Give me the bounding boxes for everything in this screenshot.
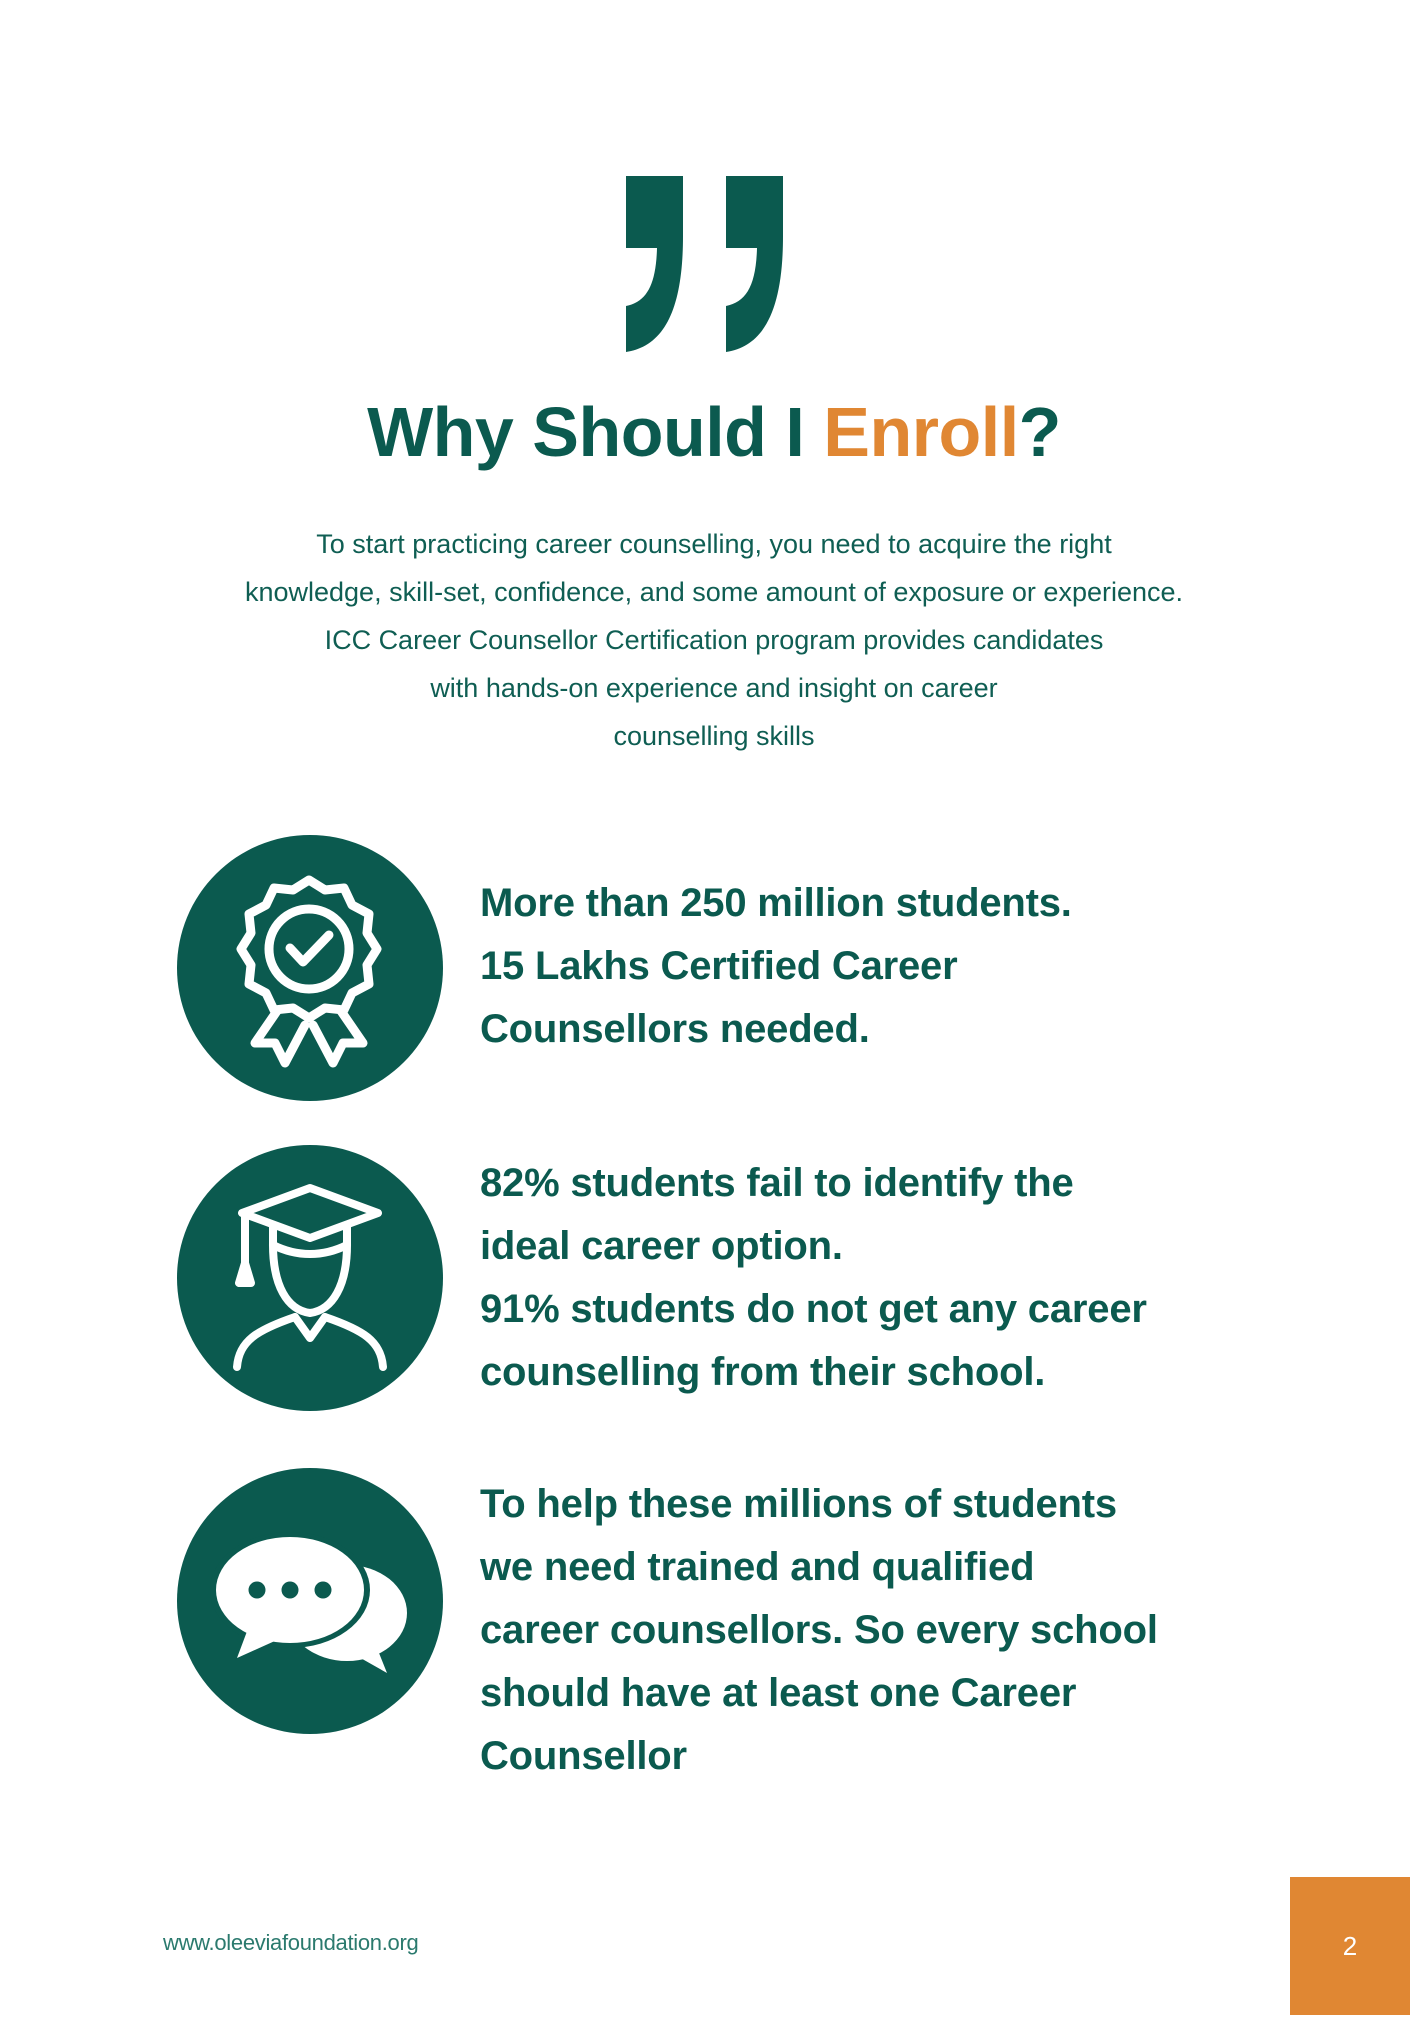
stat-line: [480, 1215, 1380, 1278]
stat-text: students do not get any career: [559, 1287, 1147, 1331]
intro-line: knowledge, skill-set, confidence, and some amount of exposure or experience.: [244, 577, 1184, 607]
stat-block-students: [480, 872, 1380, 1061]
stat-number: 82%: [480, 1161, 560, 1205]
closing-quote-icon: [626, 176, 802, 352]
intro-paragraph: [160, 520, 1268, 760]
stat-line: [480, 1278, 1380, 1341]
stat-line: [480, 935, 1380, 998]
stat-text: students fail to identify the: [559, 1161, 1074, 1205]
stat-text: ideal career option.: [480, 1224, 843, 1268]
title-text: Why Should I: [367, 393, 824, 471]
stat-line: Counsellor: [480, 1734, 687, 1778]
website-link[interactable]: www.oleeviafoundation.org: [163, 1930, 419, 1955]
stat-text: More than: [480, 881, 681, 925]
stat-text: Lakhs Certified Career: [524, 944, 958, 988]
page-number-badge: [1290, 1877, 1410, 2015]
stat-line: [480, 1341, 1380, 1404]
stat-line: career counsellors. So every school: [480, 1608, 1158, 1652]
stat-block-call-to-action: [480, 1473, 1380, 1788]
stat-number: 91%: [480, 1287, 560, 1331]
graduate-student-icon: [177, 1145, 443, 1411]
title-accent-word: Enroll: [823, 393, 1019, 471]
intro-line: with hands-on experience and insight on career: [430, 673, 998, 703]
stat-line: we need trained and qualified: [480, 1545, 1035, 1589]
stat-number: 250: [680, 881, 747, 925]
stat-line: To help these millions of students: [480, 1482, 1117, 1526]
title-question-mark: ?: [1018, 393, 1061, 471]
intro-line: ICC Career Counsellor Certification program provides candidates: [324, 625, 1104, 655]
page-title: [0, 392, 1428, 472]
stat-block-career-gap: [480, 1152, 1380, 1404]
stat-line: [480, 1152, 1380, 1215]
stat-number: 15: [480, 944, 525, 988]
intro-line: counselling skills: [613, 721, 815, 751]
stat-text: million students.: [746, 881, 1072, 925]
stat-line: [480, 872, 1380, 935]
stat-text: counselling from their school.: [480, 1350, 1046, 1394]
chat-bubbles-icon: [177, 1468, 443, 1734]
intro-line: To start practicing career counselling, you need to acquire the right: [316, 529, 1112, 559]
award-badge-check-icon: [177, 835, 443, 1101]
stat-line: [480, 998, 1380, 1061]
stat-text: Counsellors needed.: [480, 1007, 870, 1051]
stat-line: should have at least one Career: [480, 1671, 1077, 1715]
page-number: 2: [1342, 1930, 1358, 1961]
